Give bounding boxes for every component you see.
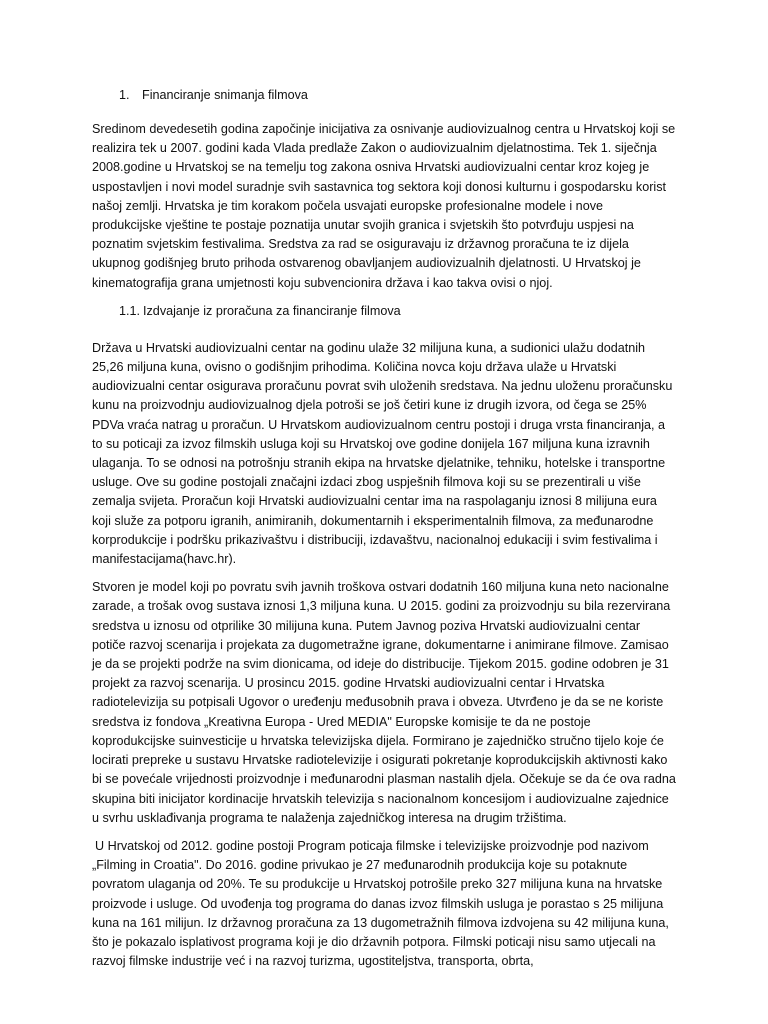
subsection-title: Izdvajanje iz proračuna za financiranje filmova — [143, 303, 401, 318]
document-body — [92, 86, 676, 980]
paragraph-4: U Hrvatskoj od 2012. godine postoji Program poticaja filmske i televizijske proizvodnje pod nazivom „Filming in Croatia". Do 2016. godine privukao je 27 međunarodnih produkcija koje su potaknute povratom ulaganja od 20%. Te su produkcije u Hrvatskoj potrošile preko 327 milijuna kuna na hrvatske proizvode i usluge. Od uvođenja tog programa do danas izvoz filmskih usluga je porastao s 25 milijuna kuna na 161 milijun. Iz državnog proračuna za 13 dugometražnih filmova izdvojena su 42 milijuna kuna, što je pokazalo isplativost programa koji je dio državnih potpora. Filmski poticaji nisu samo utjecali na razvoj filmske industrije već i na razvoj turizma, ugostiteljstva, transporta, obrta, — [92, 838, 669, 969]
paragraph-1: Sredinom devedesetih godina započinje inicijativa za osnivanje audiovizualnog centra u Hrvatskoj koji se realizira tek u 2007. godini kada Vlada predlaže Zakon o audiovizualnim djelatnostima. Tek 1. siječnja 2008.godine u Hrvatskoj se na temelju tog zakona osniva Hrvatski audiovizualni centar kroz kojeg je uspostavljen i novi model suradnje svih sastavnica tog sektora koji donosi kulturnu i gospodarsku korist našoj zemlji. Hrvatska je tim korakom počela usvajati europske profesionalne modele i nove produkcijske vještine te postaje poznatija unutar svojih granica i svjetskih što potvrđuju uspjesi na poznatim svjetskim festivalima. Sredstva za rad se osiguravaju iz državnog proračuna te iz dijela ukupnog godišnjeg bruto prihoda ostvarenog obavljanjem audiovizualnih djelatnosti. U Hrvatskoj je kinematografija grana umjetnosti koju subvencionira država i kao takva ovisi o njoj. — [92, 122, 676, 290]
section-heading-1-1 — [92, 302, 676, 321]
section-title: Financiranje snimanja filmova — [142, 88, 308, 102]
subsection-number: 1.1. — [119, 303, 141, 318]
section-heading-1 — [92, 86, 676, 105]
paragraph-3: Stvoren je model koji po povratu svih javnih troškova ostvari dodatnih 160 miljuna kuna neto nacionalne zarade, a trošak ovog sustava iznosi 1,3 miljuna kuna. U 2015. godini za proizvodnju su bila rezervirana sredstva u iznosu od otprilike 30 milijuna kuna. Putem Javnog poziva Hrvatski audiovizualni centar potiče razvoj scenarija i projekata za dugometražne igrane, dokumentarne i animirane filmove. Zamisao je da se projekti podrže na svim dionicama, od ideje do distribucije. Tijekom 2015. godine odobren je 31 projekt za razvoj scenarija. U prosincu 2015. godine Hrvatski audiovizualni centar i Hrvatska radiotelevizija su potpisali Ugovor o uređenju međusobnih prava i obveza. Utvrđeno je da se ne koriste sredstva iz fondova „Kreativna Europa - Ured MEDIA" Europske komisije te da ne postoje koprodukcijske suinvesticije u hrvatska televizijska dijela. Formirano je zajedničko stručno tijelo koje će locirati prepreke u sustavu Hrvatske radiotelevizije i osigurati pokretanje koprodukcijskih aktivnosti kako bi se povećale vrijednosti proizvodnje i međunarodni plasman nastalih djela. Očekuje se da će ova radna skupina biti inicijator kordinacije hrvatskih televizija s nacionalnom koncesijom i audiovizualne zajednice u svrhu usklađivanja programa te nalaženja zajedničkog interesa na drugim tržištima. — [92, 580, 676, 825]
paragraph-2: Država u Hrvatski audiovizualni centar na godinu ulaže 32 milijuna kuna, a sudionici ulažu dodatnih 25,26 miljuna kuna, ovisno o godišnjim prihodima. Količina novca koju država ulaže u Hrvatski audiovizualni centar osigurava proračunu povrat svih uloženih sredstava. Na jednu uloženu proračunsku kunu na proizvodnju audiovizualnog djela potroši se još četiri kune iz drugih izvora, od čega se 25% PDVa vraća natrag u proračun. U Hrvatskom audiovizualnom centru postoji i druga vrsta financiranja, a to su poticaji za izvoz filmskih usluga koji su Hrvatskoj ove godine donijela 167 miljuna kuna izravnih ulaganja. To se odnosi na potrošnju stranih ekipa na hrvatske djelatnike, tehniku, hotelske i transportne usluge. Ove su godine postojali značajni izdaci zbog uspješnih filmova koji su se prezentirali u više zemalja svijeta. Proračun koji Hrvatski audiovizualni centar ima na raspolaganju iznosi 8 milijuna eura koji služe za potporu igranih, animiranih, dokumentarnih i eksperimentalnih filmova, za međunarodne korprodukcije i podršku prikazivaštvu i distribuciji, izdavaštvu, nacionalnoj edukaciji i svim festivalima i manifestacijama(havc.hr). — [92, 340, 673, 567]
section-number: 1. — [119, 88, 130, 102]
